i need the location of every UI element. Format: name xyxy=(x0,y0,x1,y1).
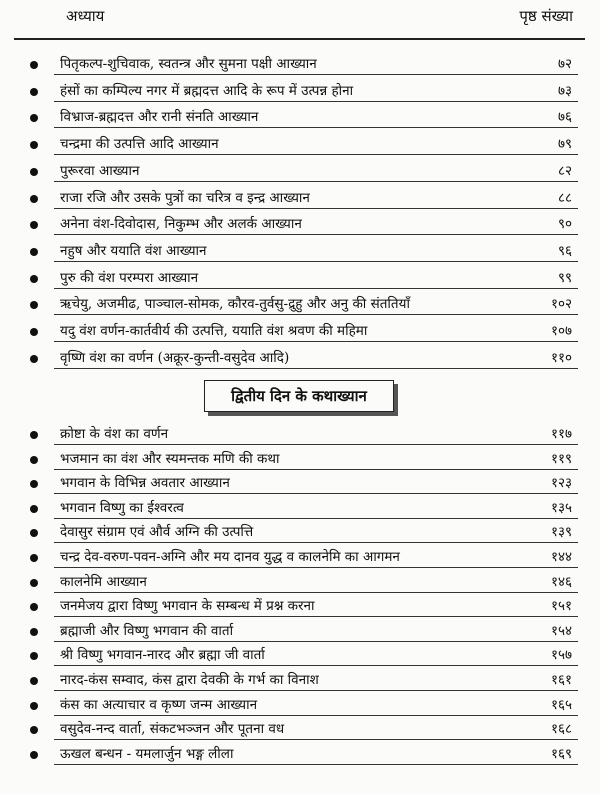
toc-entry-line xyxy=(54,292,578,315)
toc-entry xyxy=(0,619,600,645)
toc-entry xyxy=(0,132,600,158)
toc-entry-line xyxy=(54,693,578,716)
toc-entry xyxy=(0,447,600,473)
bullet-icon xyxy=(30,168,38,176)
toc-entry-page: ११० xyxy=(550,349,572,366)
toc-entry-page: ९९ xyxy=(557,269,572,286)
toc-entry xyxy=(0,186,600,212)
bullet-icon xyxy=(30,61,38,69)
toc-entry-page: १६१ xyxy=(550,672,572,688)
toc-entry xyxy=(0,212,600,238)
bullet-icon xyxy=(30,301,38,309)
toc-entry-page: ११९ xyxy=(550,450,572,467)
bullet-icon xyxy=(30,141,38,149)
toc-entry-page: १५४ xyxy=(550,622,572,639)
table-header xyxy=(14,0,585,40)
toc-entry-line xyxy=(54,619,578,642)
toc-entry-line xyxy=(54,570,578,593)
toc-entry-line xyxy=(54,668,578,691)
toc-entry-title: श्री विष्णु भगवान-नारद और ब्रह्मा जी वार्ता xyxy=(60,647,265,664)
toc-entry-line xyxy=(54,319,578,342)
toc-entry-title: क्रोष्टा के वंश का वर्णन xyxy=(60,426,169,442)
toc-entry-title: कालनेमि आख्यान xyxy=(60,573,147,590)
toc-entry-title: चन्द्र देव-वरुण-पवन-अग्नि और मय दानव युद्ध व कालनेमि का आगमन xyxy=(60,549,400,565)
toc-entry-line xyxy=(54,132,578,155)
bullet-icon xyxy=(30,529,38,537)
toc-entry-title: राजा रजि और उसके पुत्रों का चरित्र व इन्द्र आख्यान xyxy=(60,189,310,206)
toc-entry-page: ९६ xyxy=(557,242,572,259)
bullet-icon xyxy=(30,579,38,587)
toc-entry-page: १६९ xyxy=(550,745,572,762)
toc-entry-title: नहुष और ययाति वंश आख्यान xyxy=(60,242,207,259)
bullet-icon xyxy=(30,677,38,685)
toc-entry-line xyxy=(54,520,578,543)
toc-entry-title: नारद-कंस सम्वाद, कंस द्वारा देवकी के गर्भ का विनाश xyxy=(60,672,319,688)
toc-entry-title: पुरूरवा आख्यान xyxy=(60,162,140,179)
bullet-icon xyxy=(30,456,38,464)
bullet-icon xyxy=(30,195,38,203)
toc-entry-page: ७६ xyxy=(557,109,572,126)
toc-entry xyxy=(0,717,600,743)
toc-entry-page: ७२ xyxy=(557,56,572,72)
chapter-column-label: अध्याय xyxy=(66,7,105,25)
bullet-icon xyxy=(30,248,38,256)
toc-entry-page: ८२ xyxy=(557,162,572,179)
bullet-icon xyxy=(30,702,38,710)
toc-entry-page: १६५ xyxy=(550,696,572,713)
toc-entry-page: ७९ xyxy=(557,136,572,153)
bullet-icon xyxy=(30,652,38,660)
toc-entry xyxy=(0,594,600,620)
toc-entry-title: जनमेजय द्वारा विष्णु भगवान के सम्बन्ध में प्रश्न करना xyxy=(60,598,315,615)
toc-entry xyxy=(0,693,600,719)
toc-entry-title: चन्द्रमा की उत्पत्ति आदि आख्यान xyxy=(60,136,219,153)
bullet-icon xyxy=(30,480,38,488)
toc-entry xyxy=(0,471,600,497)
toc-entry-line xyxy=(54,159,578,182)
toc-entry xyxy=(0,496,600,522)
toc-entry xyxy=(0,292,600,318)
toc-entry-page: १४४ xyxy=(550,549,572,565)
bullet-icon xyxy=(30,114,38,122)
toc-entry-page: ७३ xyxy=(557,82,572,99)
bullet-icon xyxy=(30,554,38,562)
toc-entry xyxy=(0,570,600,596)
bullet-icon xyxy=(30,726,38,734)
toc-entry-page: १३५ xyxy=(550,499,572,516)
toc-entry-page: १०२ xyxy=(550,296,572,313)
toc-entry-title: वसुदेव-नन्द वार्ता, संकटभञ्जन और पूतना वध xyxy=(60,721,285,738)
toc-entry-title: विभ्राज-ब्रह्मदत्त और रानी संनति आख्यान xyxy=(60,109,259,126)
toc-entry xyxy=(0,159,600,185)
toc-entry-title: ब्रह्माजी और विष्णु भगवान की वार्ता xyxy=(60,622,234,639)
toc-entry-page: १५७ xyxy=(550,647,572,664)
toc-entry-page: ९० xyxy=(557,216,572,233)
bullet-icon xyxy=(30,603,38,611)
bullet-icon xyxy=(30,505,38,513)
toc-entry-line xyxy=(54,212,578,235)
toc-entry-line xyxy=(54,79,578,102)
section-heading xyxy=(204,380,394,412)
toc-entry xyxy=(0,346,600,372)
toc-entry-title: देवासुर संग्राम एवं और्व अग्नि की उत्पत्ति xyxy=(60,524,254,541)
toc-entry-line xyxy=(54,266,578,289)
toc-entry xyxy=(0,239,600,265)
page-column-label: पृष्ठ संख्या xyxy=(519,7,573,25)
toc-entry-page: १२३ xyxy=(550,475,572,492)
toc-entry-line xyxy=(54,447,578,470)
toc-entry-line xyxy=(54,471,578,494)
bullet-icon xyxy=(30,355,38,363)
toc-entry-page: ८८ xyxy=(557,189,572,206)
toc-entry-line xyxy=(54,545,578,568)
toc-entry-line xyxy=(54,742,578,765)
toc-entry-title: वृष्णि वंश का वर्णन (अक्रूर-कुन्ती-वसुदेव आदि) xyxy=(60,349,290,366)
toc-entry-title: अनेना वंश-दिवोदास, निकुम्भ और अलर्क आख्यान xyxy=(60,216,302,233)
bullet-icon xyxy=(30,751,38,759)
toc-entry-title: ऊखल बन्धन - यमलार्जुन भङ्ग लीला xyxy=(60,745,234,762)
toc-entry-title: पुरु की वंश परम्परा आख्यान xyxy=(60,269,199,286)
toc-entry-title: भगवान के विभिन्न अवतार आख्यान xyxy=(60,475,230,492)
toc-entry-page: १४६ xyxy=(550,573,572,590)
toc-entry-page: १६८ xyxy=(550,721,572,738)
toc-entry-page: १५१ xyxy=(550,598,572,615)
bullet-icon xyxy=(30,431,38,439)
toc-entry-line xyxy=(54,717,578,740)
toc-entry xyxy=(0,520,600,546)
toc-entry xyxy=(0,319,600,345)
toc-entry-line xyxy=(54,422,578,445)
toc-entry xyxy=(0,668,600,694)
toc-entry-line xyxy=(54,52,578,75)
section-heading-text: द्वितीय दिन के कथाख्यान xyxy=(231,387,367,405)
toc-entry xyxy=(0,105,600,131)
toc-entry-line xyxy=(54,186,578,209)
bullet-icon xyxy=(30,275,38,283)
toc-entry-line xyxy=(54,239,578,262)
toc-entry xyxy=(0,52,600,78)
toc-entry-title: भगवान विष्णु का ईश्वरत्व xyxy=(60,499,184,516)
toc-entry-line xyxy=(54,594,578,617)
bullet-icon xyxy=(30,221,38,229)
toc-entry xyxy=(0,643,600,669)
toc-entry xyxy=(0,545,600,571)
toc-entry-title: हंसों का कम्पिल्य नगर में ब्रह्मदत्त आदि के रूप में उत्पन्न होना xyxy=(60,82,354,99)
toc-entry xyxy=(0,422,600,448)
toc-entry-title: यदु वंश वर्णन-कार्तवीर्य की उत्पत्ति, ययाति वंश श्रवण की महिमा xyxy=(60,323,368,339)
toc-entry xyxy=(0,79,600,105)
toc-entry xyxy=(0,742,600,768)
toc-entry-line xyxy=(54,346,578,369)
toc-entry-page: १३९ xyxy=(550,524,572,541)
toc-entry-page: ११७ xyxy=(550,426,572,442)
toc-entry-title: पितृकल्प-शुचिवाक, स्वतन्त्र और सुमना पक्षी आख्यान xyxy=(60,56,317,72)
toc-entry-title: भजमान का वंश और स्यमन्तक मणि की कथा xyxy=(60,450,280,467)
toc-entry-line xyxy=(54,105,578,128)
bullet-icon xyxy=(30,328,38,336)
bullet-icon xyxy=(30,88,38,96)
toc-entry-line xyxy=(54,496,578,519)
bullet-icon xyxy=(30,628,38,636)
toc-entry xyxy=(0,266,600,292)
toc-entry-page: १०७ xyxy=(550,323,572,339)
toc-entry-line xyxy=(54,643,578,666)
toc-entry-title: ऋचेयु, अजमीढ, पाञ्चाल-सोमक, कौरव-तुर्वसु-द्रुहु और अनु की संततियाँ xyxy=(60,296,410,313)
toc-entry-title: कंस का अत्याचार व कृष्ण जन्म आख्यान xyxy=(60,696,258,713)
